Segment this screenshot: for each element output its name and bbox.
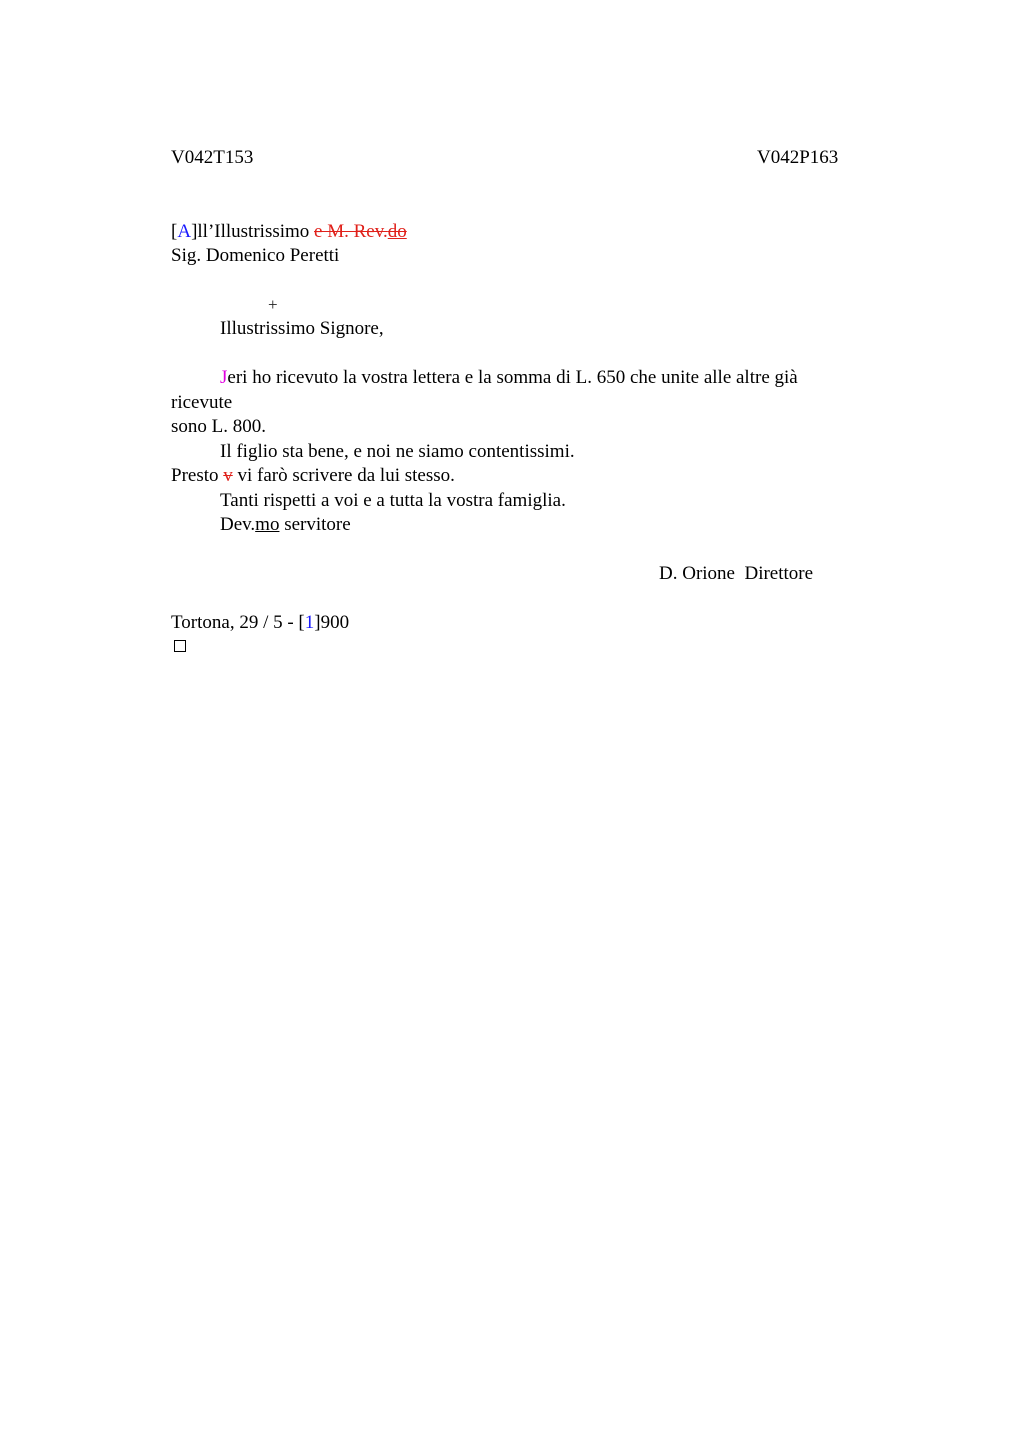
- body-line-5-struck: v: [223, 465, 233, 486]
- body-line-5: [171, 464, 455, 488]
- address-line-1: [171, 220, 407, 244]
- cross-mark: +: [268, 295, 278, 314]
- address-line-2: Sig. Domenico Peretti: [171, 245, 340, 266]
- body-line-2: ricevute: [171, 392, 233, 413]
- signature: D. Orione Direttore: [659, 563, 814, 584]
- header-right-code: V042P163: [757, 147, 839, 168]
- empty-square-icon: [174, 640, 186, 652]
- dateline-pre: Tortona, 29 / 5 - [: [171, 612, 305, 633]
- restored-letter: A: [177, 221, 192, 242]
- header-left-code: V042T153: [171, 147, 254, 168]
- body-line-3: sono L. 800.: [171, 416, 266, 437]
- salutation: Illustrissimo Signore,: [220, 318, 384, 339]
- body-line-5-pre: Presto: [171, 465, 219, 486]
- closing-sup: mo: [255, 514, 280, 535]
- dateline: [171, 611, 349, 635]
- closing-line: [220, 513, 351, 537]
- struck-text: e M. Rev.: [314, 221, 388, 242]
- address-title: ll’Illustrissimo: [197, 221, 310, 242]
- body-line-1-text: eri ho ricevuto la vostra lettera e la somma di L. 650 che unite alle altre già: [227, 367, 798, 388]
- initial-letter: J: [220, 367, 228, 388]
- body-line-5-post: vi farò scrivere da lui stesso.: [237, 465, 455, 486]
- body-line-1: [220, 366, 798, 390]
- closing-post: servitore: [284, 514, 351, 535]
- bracket-open: [: [171, 221, 178, 242]
- struck-suffix: do: [387, 221, 407, 242]
- bracket-close: ]: [191, 221, 198, 242]
- body-line-6: Tanti rispetti a voi e a tutta la vostra famiglia.: [220, 490, 566, 511]
- dateline-post: ]900: [314, 612, 350, 633]
- closing-pre: Dev.: [220, 514, 256, 535]
- dateline-restored: 1: [304, 612, 315, 633]
- body-line-4: Il figlio sta bene, e noi ne siamo contentissimi.: [220, 441, 575, 462]
